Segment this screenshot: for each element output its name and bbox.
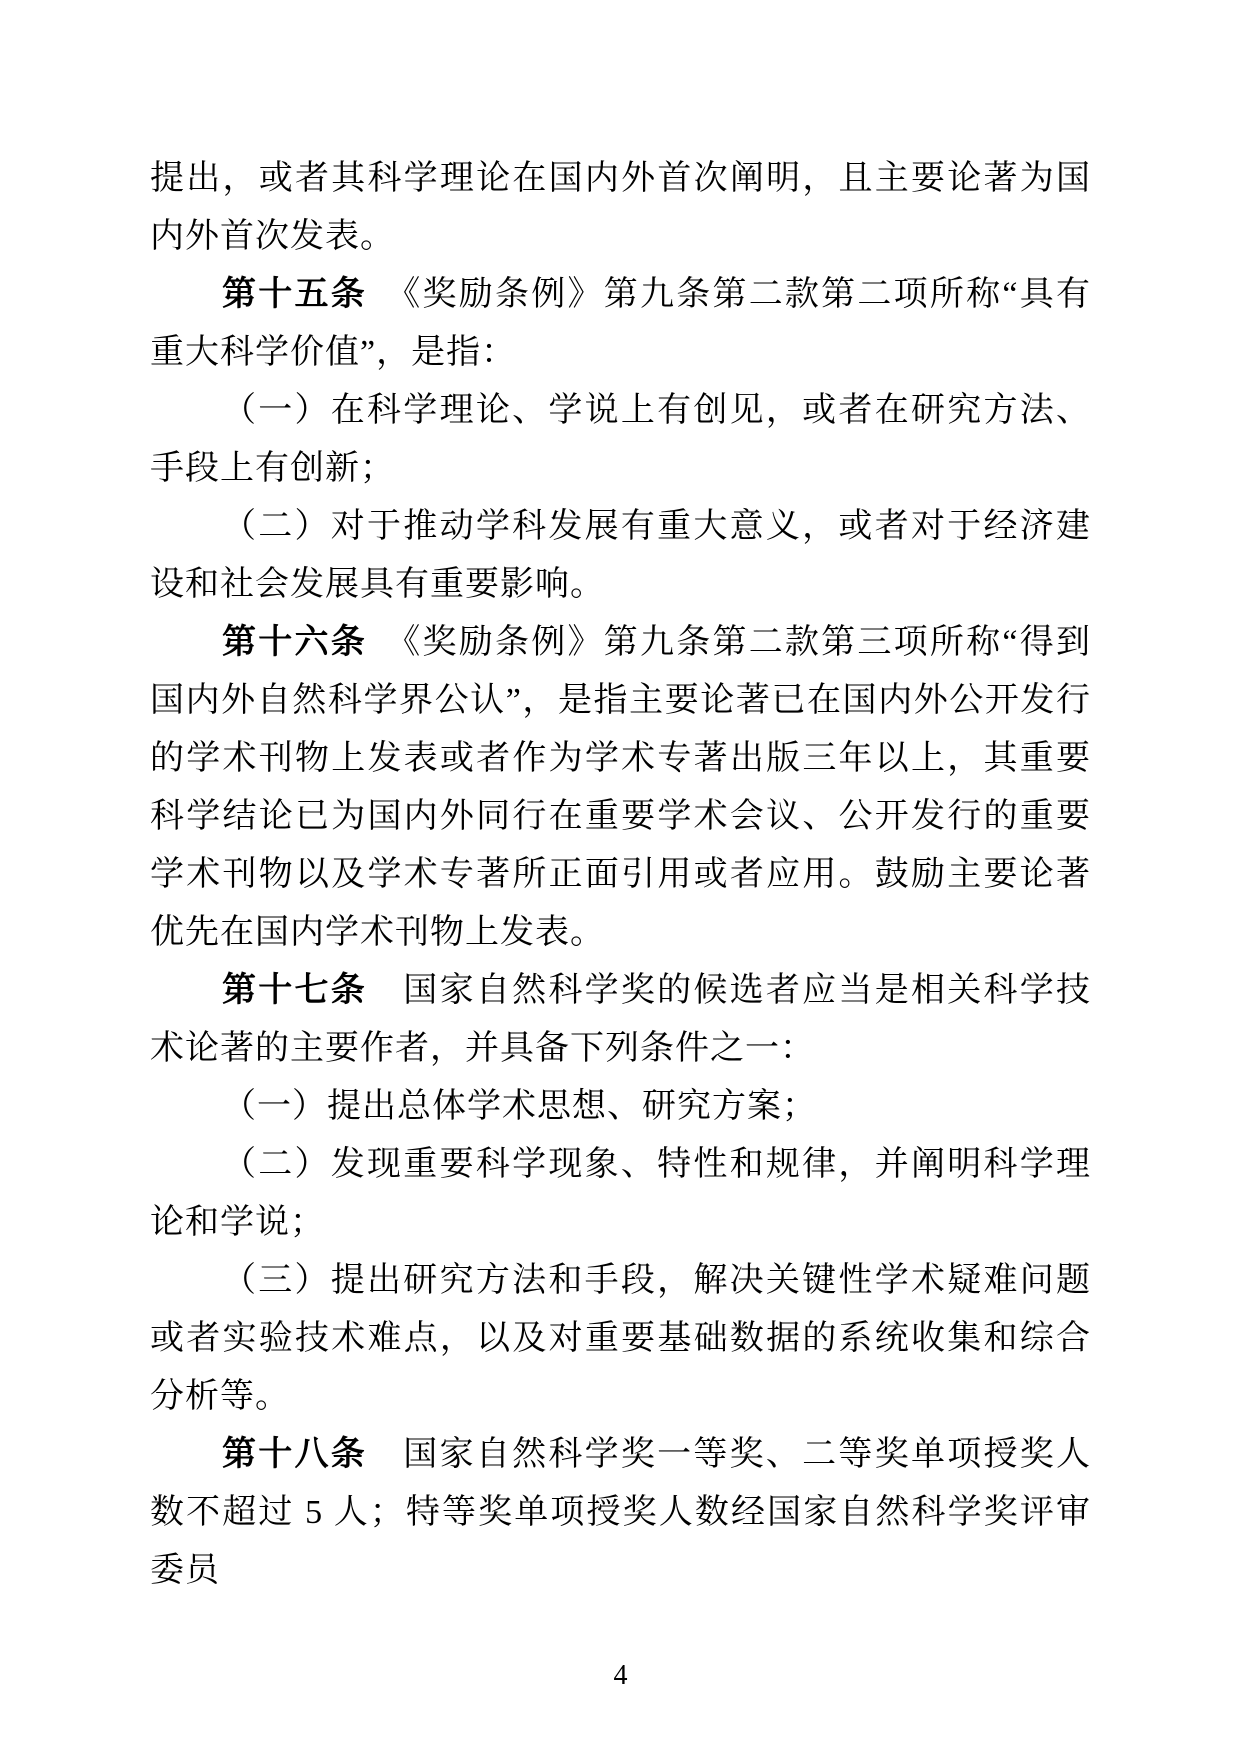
article-16-number: 第十六条 — [222, 624, 367, 661]
page-number: 4 — [613, 1660, 628, 1691]
article-17-item-2 — [150, 1136, 1091, 1252]
paragraph-text: （一）提出总体学术思想、研究方案； — [222, 1088, 817, 1125]
paragraph-text: 提出，或者其科学理论在国内外首次阐明，且主要论著为国内外首次发表。 — [150, 160, 1091, 255]
paragraph-text: 国家自然科学奖的候选者应当是相关科学技术论著的主要作者，并具备下列条件之一： — [150, 972, 1092, 1067]
paragraph-text: 《奖励条例》第九条第二款第三项所称“得到国内外自然科学界公认”，是指主要论著已在国内外公开发行的学术刊物上发表或者作为学术专著出版三年以上，其重要科学结论已为国内外同行在重要学术会议、公开发行的重要学术刊物以及学术专著所正面引用或者应用。鼓励主要论著优先在国内学术刊物上发表。 — [150, 624, 1091, 951]
document-text — [150, 150, 1091, 1600]
article-18-number: 第十八条 — [222, 1436, 368, 1473]
article-17-number: 第十七条 — [222, 972, 368, 1009]
article-16-paragraph — [150, 614, 1091, 962]
article-18-paragraph — [150, 1426, 1091, 1600]
paragraph-continued — [150, 150, 1091, 266]
article-17-item-1 — [150, 1078, 1091, 1136]
article-17-paragraph — [150, 962, 1091, 1078]
article-15-number: 第十五条 — [222, 276, 367, 313]
paragraph-text: （二）对于推动学科发展有重大意义，或者对于经济建设和社会发展具有重要影响。 — [150, 508, 1091, 603]
article-17-item-3 — [150, 1252, 1091, 1426]
paragraph-text: 国家自然科学奖一等奖、二等奖单项授奖人数不超过 5 人；特等奖单项授奖人数经国家自然科学奖评审委员 — [150, 1436, 1092, 1589]
paragraph-text: （二）发现重要科学现象、特性和规律，并阐明科学理论和学说； — [150, 1146, 1091, 1241]
article-15-item-2 — [150, 498, 1091, 614]
paragraph-text: （三）提出研究方法和手段，解决关键性学术疑难问题或者实验技术难点，以及对重要基础数据的系统收集和综合分析等。 — [150, 1262, 1091, 1415]
article-15-paragraph — [150, 266, 1091, 382]
article-15-item-1 — [150, 382, 1091, 498]
paragraph-text: （一）在科学理论、学说上有创见，或者在研究方法、手段上有创新； — [150, 392, 1091, 487]
paragraph-text: 《奖励条例》第九条第二款第二项所称“具有重大科学价值”，是指： — [150, 276, 1091, 371]
